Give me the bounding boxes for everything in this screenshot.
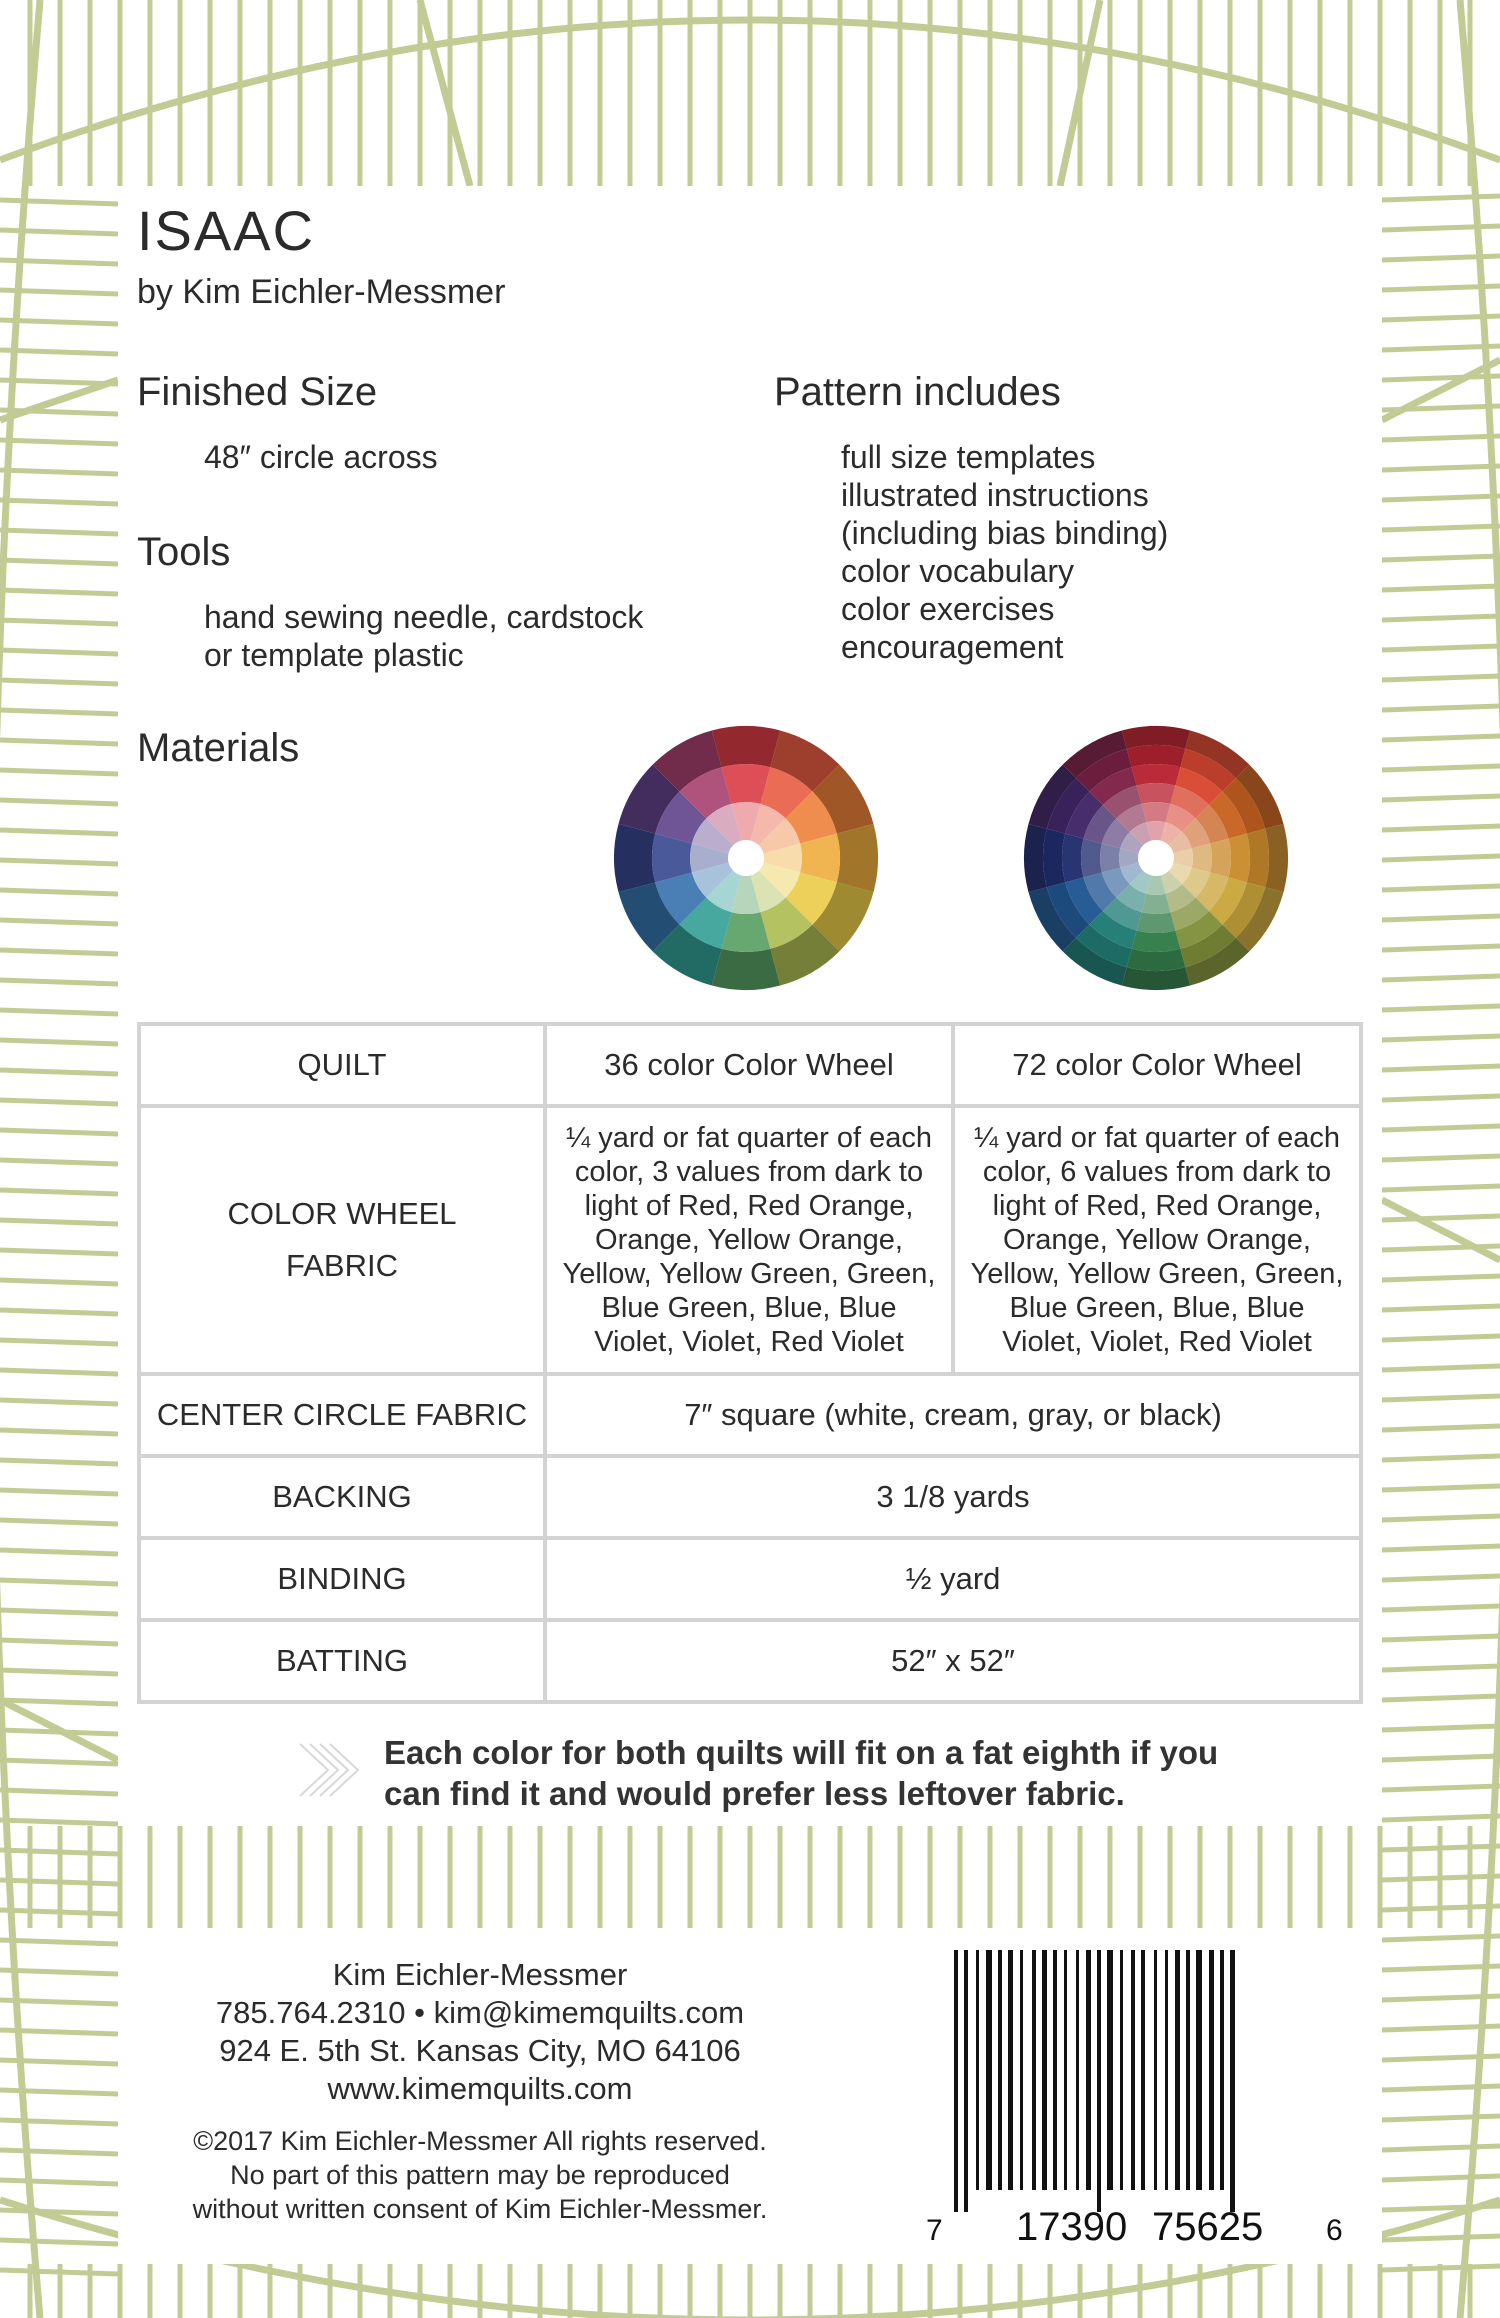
- pattern-title: ISAAC: [137, 199, 316, 262]
- table-row: [139, 1456, 1361, 1538]
- contact-name: Kim Eichler-Messmer: [332, 1957, 628, 1992]
- list-item: full size templates: [841, 439, 1096, 475]
- tools-heading: Tools: [137, 530, 231, 574]
- row-value: 3 1/8 yards: [545, 1456, 1361, 1538]
- cell-line: ¼ yard or fat quarter of each: [974, 1122, 1340, 1154]
- cell-line: light of Red, Red Orange,: [584, 1190, 914, 1222]
- contact-phone-email: 785.764.2310 • kim@kimemquilts.com: [215, 1995, 745, 2030]
- row-label: BATTING: [139, 1620, 545, 1702]
- copyright-line: ©2017 Kim Eichler-Messmer All rights reserved.: [193, 2126, 767, 2156]
- barcode-digits-right: 75625: [1152, 2205, 1264, 2249]
- contact-address: 924 E. 5th St. Kansas City, MO 64106: [219, 2033, 741, 2068]
- list-item: color exercises: [841, 591, 1055, 627]
- list-item: (including bias binding): [841, 515, 1169, 551]
- note-line: Each color for both quilts will fit on a fat eighth if you: [384, 1734, 1219, 1771]
- cell-line: Orange, Yellow Orange,: [1003, 1224, 1311, 1256]
- barcode-digit-first: 7: [926, 2214, 943, 2247]
- tools-line-1: hand sewing needle, cardstock: [204, 599, 644, 635]
- cell-line: Blue Green, Blue, Blue: [1009, 1292, 1305, 1324]
- row-value: ½ yard: [545, 1538, 1361, 1620]
- pattern-includes-heading: Pattern includes: [774, 370, 1061, 414]
- table-row: [139, 1538, 1361, 1620]
- cell-line: Orange, Yellow Orange,: [595, 1224, 903, 1256]
- list-item: encouragement: [841, 629, 1064, 665]
- chevron-arrow-icon: [298, 1740, 360, 1800]
- cell-line: Blue Green, Blue, Blue: [601, 1292, 897, 1324]
- row-label: BACKING: [139, 1456, 545, 1538]
- list-item: illustrated instructions: [841, 477, 1149, 513]
- materials-table: [137, 1022, 1363, 1704]
- contact-website: www.kimemquilts.com: [327, 2071, 633, 2106]
- row-value: 52″ x 52″: [545, 1620, 1361, 1702]
- list-item: color vocabulary: [841, 553, 1074, 589]
- barcode-digit-last: 6: [1326, 2214, 1343, 2247]
- color-wheel-fabric-72: [953, 1106, 1361, 1374]
- materials-heading: Materials: [137, 726, 300, 770]
- pattern-includes-list: [841, 438, 1168, 666]
- copyright-line: without written consent of Kim Eichler-Messmer.: [192, 2194, 768, 2224]
- table-row: [139, 1620, 1361, 1702]
- copyright-notice: [140, 2124, 820, 2226]
- upc-barcode: [920, 1940, 1360, 2252]
- color-wheel-36-image: [612, 724, 880, 992]
- header-36-color-wheel: 36 color Color Wheel: [545, 1024, 953, 1106]
- label-line: FABRIC: [286, 1248, 398, 1283]
- cell-line: light of Red, Red Orange,: [992, 1190, 1322, 1222]
- table-row: [139, 1106, 1361, 1374]
- tools-line-2: or template plastic: [204, 637, 464, 673]
- cell-line: Violet, Violet, Red Violet: [1002, 1326, 1312, 1358]
- cell-line: Yellow, Yellow Green, Green,: [970, 1258, 1344, 1290]
- copyright-line: No part of this pattern may be reproduced: [230, 2160, 730, 2190]
- fat-eighth-note: [384, 1732, 1284, 1814]
- header-quilt: QUILT: [139, 1024, 545, 1106]
- cell-line: color, 6 values from dark to: [982, 1156, 1332, 1188]
- header-72-color-wheel: 72 color Color Wheel: [953, 1024, 1361, 1106]
- cell-line: ¼ yard or fat quarter of each: [566, 1122, 932, 1154]
- label-line: COLOR WHEEL: [227, 1196, 457, 1231]
- note-line: can find it and would prefer less leftover fabric.: [384, 1775, 1125, 1812]
- designer-byline: by Kim Eichler-Messmer: [137, 273, 506, 311]
- barcode-digits-left: 17390: [1016, 2205, 1128, 2249]
- color-wheel-72-image: [1022, 724, 1290, 992]
- finished-size-value: 48″ circle across: [204, 439, 438, 475]
- cell-line: Yellow, Yellow Green, Green,: [562, 1258, 936, 1290]
- table-row: [139, 1024, 1361, 1106]
- color-wheel-fabric-label: [139, 1106, 545, 1374]
- row-value: 7″ square (white, cream, gray, or black): [545, 1374, 1361, 1456]
- row-label: BINDING: [139, 1538, 545, 1620]
- cell-line: Violet, Violet, Red Violet: [594, 1326, 904, 1358]
- cell-line: color, 3 values from dark to: [574, 1156, 924, 1188]
- row-label: CENTER CIRCLE FABRIC: [139, 1374, 545, 1456]
- contact-block: [140, 1956, 820, 2108]
- color-wheel-fabric-36: [545, 1106, 953, 1374]
- table-row: [139, 1374, 1361, 1456]
- finished-size-heading: Finished Size: [137, 370, 378, 414]
